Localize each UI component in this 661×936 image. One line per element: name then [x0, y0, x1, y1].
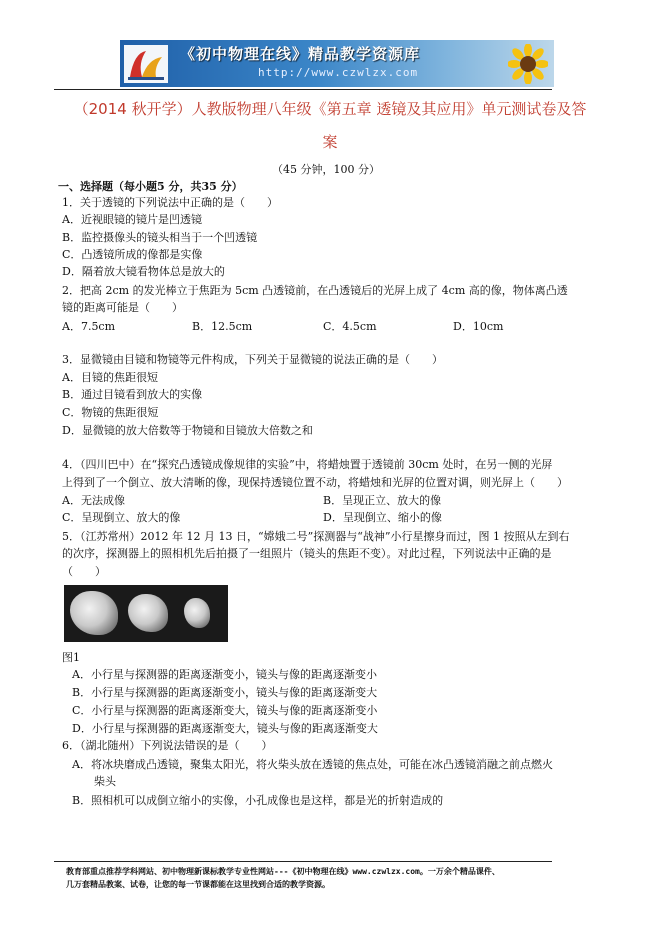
- q5-option-a: A．小行星与探测器的距离逐渐变小，镜头与像的距离逐渐变小: [72, 668, 377, 681]
- time-score: （45 分钟，100 分）: [272, 163, 380, 176]
- q2-option-a: A．7.5cm: [62, 320, 116, 333]
- q4-option-a: A．无法成像: [62, 494, 125, 507]
- banner-title: 《初中物理在线》精品教学资源库: [180, 45, 421, 63]
- q4-option-d: D．呈现倒立、缩小的像: [323, 511, 442, 524]
- q5-option-b: B．小行星与探测器的距离逐渐变小，镜头与像的距离逐渐变大: [72, 686, 378, 699]
- q2-option-c: C．4.5cm: [323, 320, 377, 333]
- q1-option-c: C．凸透镜所成的像都是实像: [62, 248, 203, 261]
- sunflower-icon: [508, 44, 548, 84]
- header-banner: [120, 40, 554, 87]
- q5-stem-line1: 5．（江苏常州）2012 年 12 月 13 日，“嫦娥二号”探测器与“战神”小行星擦身而过，图 1 按照从左到右: [62, 530, 570, 543]
- figure-1-photos: [64, 585, 228, 642]
- q3-option-b: B．通过目镜看到放大的实像: [62, 388, 203, 401]
- q2-option-d: D．10cm: [453, 320, 504, 333]
- q5-stem-line3: （ ）: [62, 565, 106, 578]
- q6-option-a-line1: A．将冰块磨成凸透镜，聚集太阳光，将火柴头放在透镜的焦点处，可能在冰凸透镜消融之前点燃火: [72, 758, 553, 771]
- footer-line1: 教育部重点推荐学科网站、初中物理新课标教学专业性网站---《初中物理在线》www.czwlzx.com。一万余个精品课件、: [66, 867, 500, 876]
- q4-stem-line1: 4．（四川巴中）在“探究凸透镜成像规律的实验”中，将蜡烛置于透镜前 30cm 处时，在另一侧的光屏: [62, 458, 553, 471]
- site-logo-icon: [124, 45, 168, 83]
- q3-option-c: C．物镜的焦距很短: [62, 406, 159, 419]
- q3-option-a: A．目镜的焦距很短: [62, 371, 158, 384]
- q6-option-b: B．照相机可以成倒立缩小的实像，小孔成像也是这样，都是光的折射造成的: [72, 794, 444, 807]
- section-heading: 一、选择题（每小题5 分，共35 分）: [58, 180, 243, 193]
- q4-stem-line2: 上得到了一个倒立、放大清晰的像，现保持透镜位置不动，将蜡烛和光屏的位置对调，则光屏上（ ）: [62, 476, 568, 489]
- q6-option-a-line2: 柴头: [94, 775, 116, 788]
- q5-option-d: D．小行星与探测器的距离逐渐变大，镜头与像的距离逐渐变大: [72, 722, 378, 735]
- q1-option-a: A．近视眼镜的镜片是凹透镜: [62, 213, 202, 226]
- doc-title-line2: 案: [322, 133, 338, 151]
- header-rule: [54, 89, 552, 90]
- q3-stem: 3．显微镜由目镜和物镜等元件构成，下列关于显微镜的说法正确的是（ ）: [62, 353, 443, 366]
- asteroid-photo-3: [184, 598, 210, 628]
- asteroid-photo-2: [128, 594, 168, 632]
- footer-rule: [54, 861, 552, 862]
- q2-option-b: B．12.5cm: [192, 320, 253, 333]
- q2-stem-line2: 镜的距离可能是（ ）: [62, 301, 183, 314]
- q5-option-c: C．小行星与探测器的距离逐渐变大，镜头与像的距离逐渐变小: [72, 704, 378, 717]
- q4-option-c: C．呈现倒立、放大的像: [62, 511, 181, 524]
- footer-line2: 几万套精品教案、试卷，让您的每一节课都能在这里找到合适的教学资源。: [66, 880, 330, 889]
- banner-url[interactable]: http://www.czwlzx.com: [258, 66, 419, 79]
- q1-option-b: B．监控摄像头的镜头相当于一个凹透镜: [62, 231, 258, 244]
- q1-option-d: D．隔着放大镜看物体总是放大的: [62, 265, 225, 278]
- q1-stem: 1．关于透镜的下列说法中正确的是（ ）: [62, 196, 278, 209]
- doc-title-line1: （2014 秋开学）人教版物理八年级《第五章 透镜及其应用》单元测试卷及答: [73, 100, 587, 118]
- q5-stem-line2: 的次序，探测器上的照相机先后拍摄了一组照片（镜头的焦距不变）。对此过程，下列说法中正确的是: [62, 547, 552, 560]
- figure-1-label: 图1: [62, 651, 80, 664]
- q3-option-d: D．显微镜的放大倍数等于物镜和目镜放大倍数之和: [62, 424, 313, 437]
- q2-stem-line1: 2．把高 2cm 的发光棒立于焦距为 5cm 凸透镜前，在凸透镜后的光屏上成了 4cm 高的像，物体离凸透: [62, 284, 568, 297]
- asteroid-photo-1: [70, 591, 118, 635]
- q6-stem: 6．（湖北随州）下列说法错误的是（ ）: [62, 739, 273, 752]
- q4-option-b: B．呈现正立、放大的像: [323, 494, 442, 507]
